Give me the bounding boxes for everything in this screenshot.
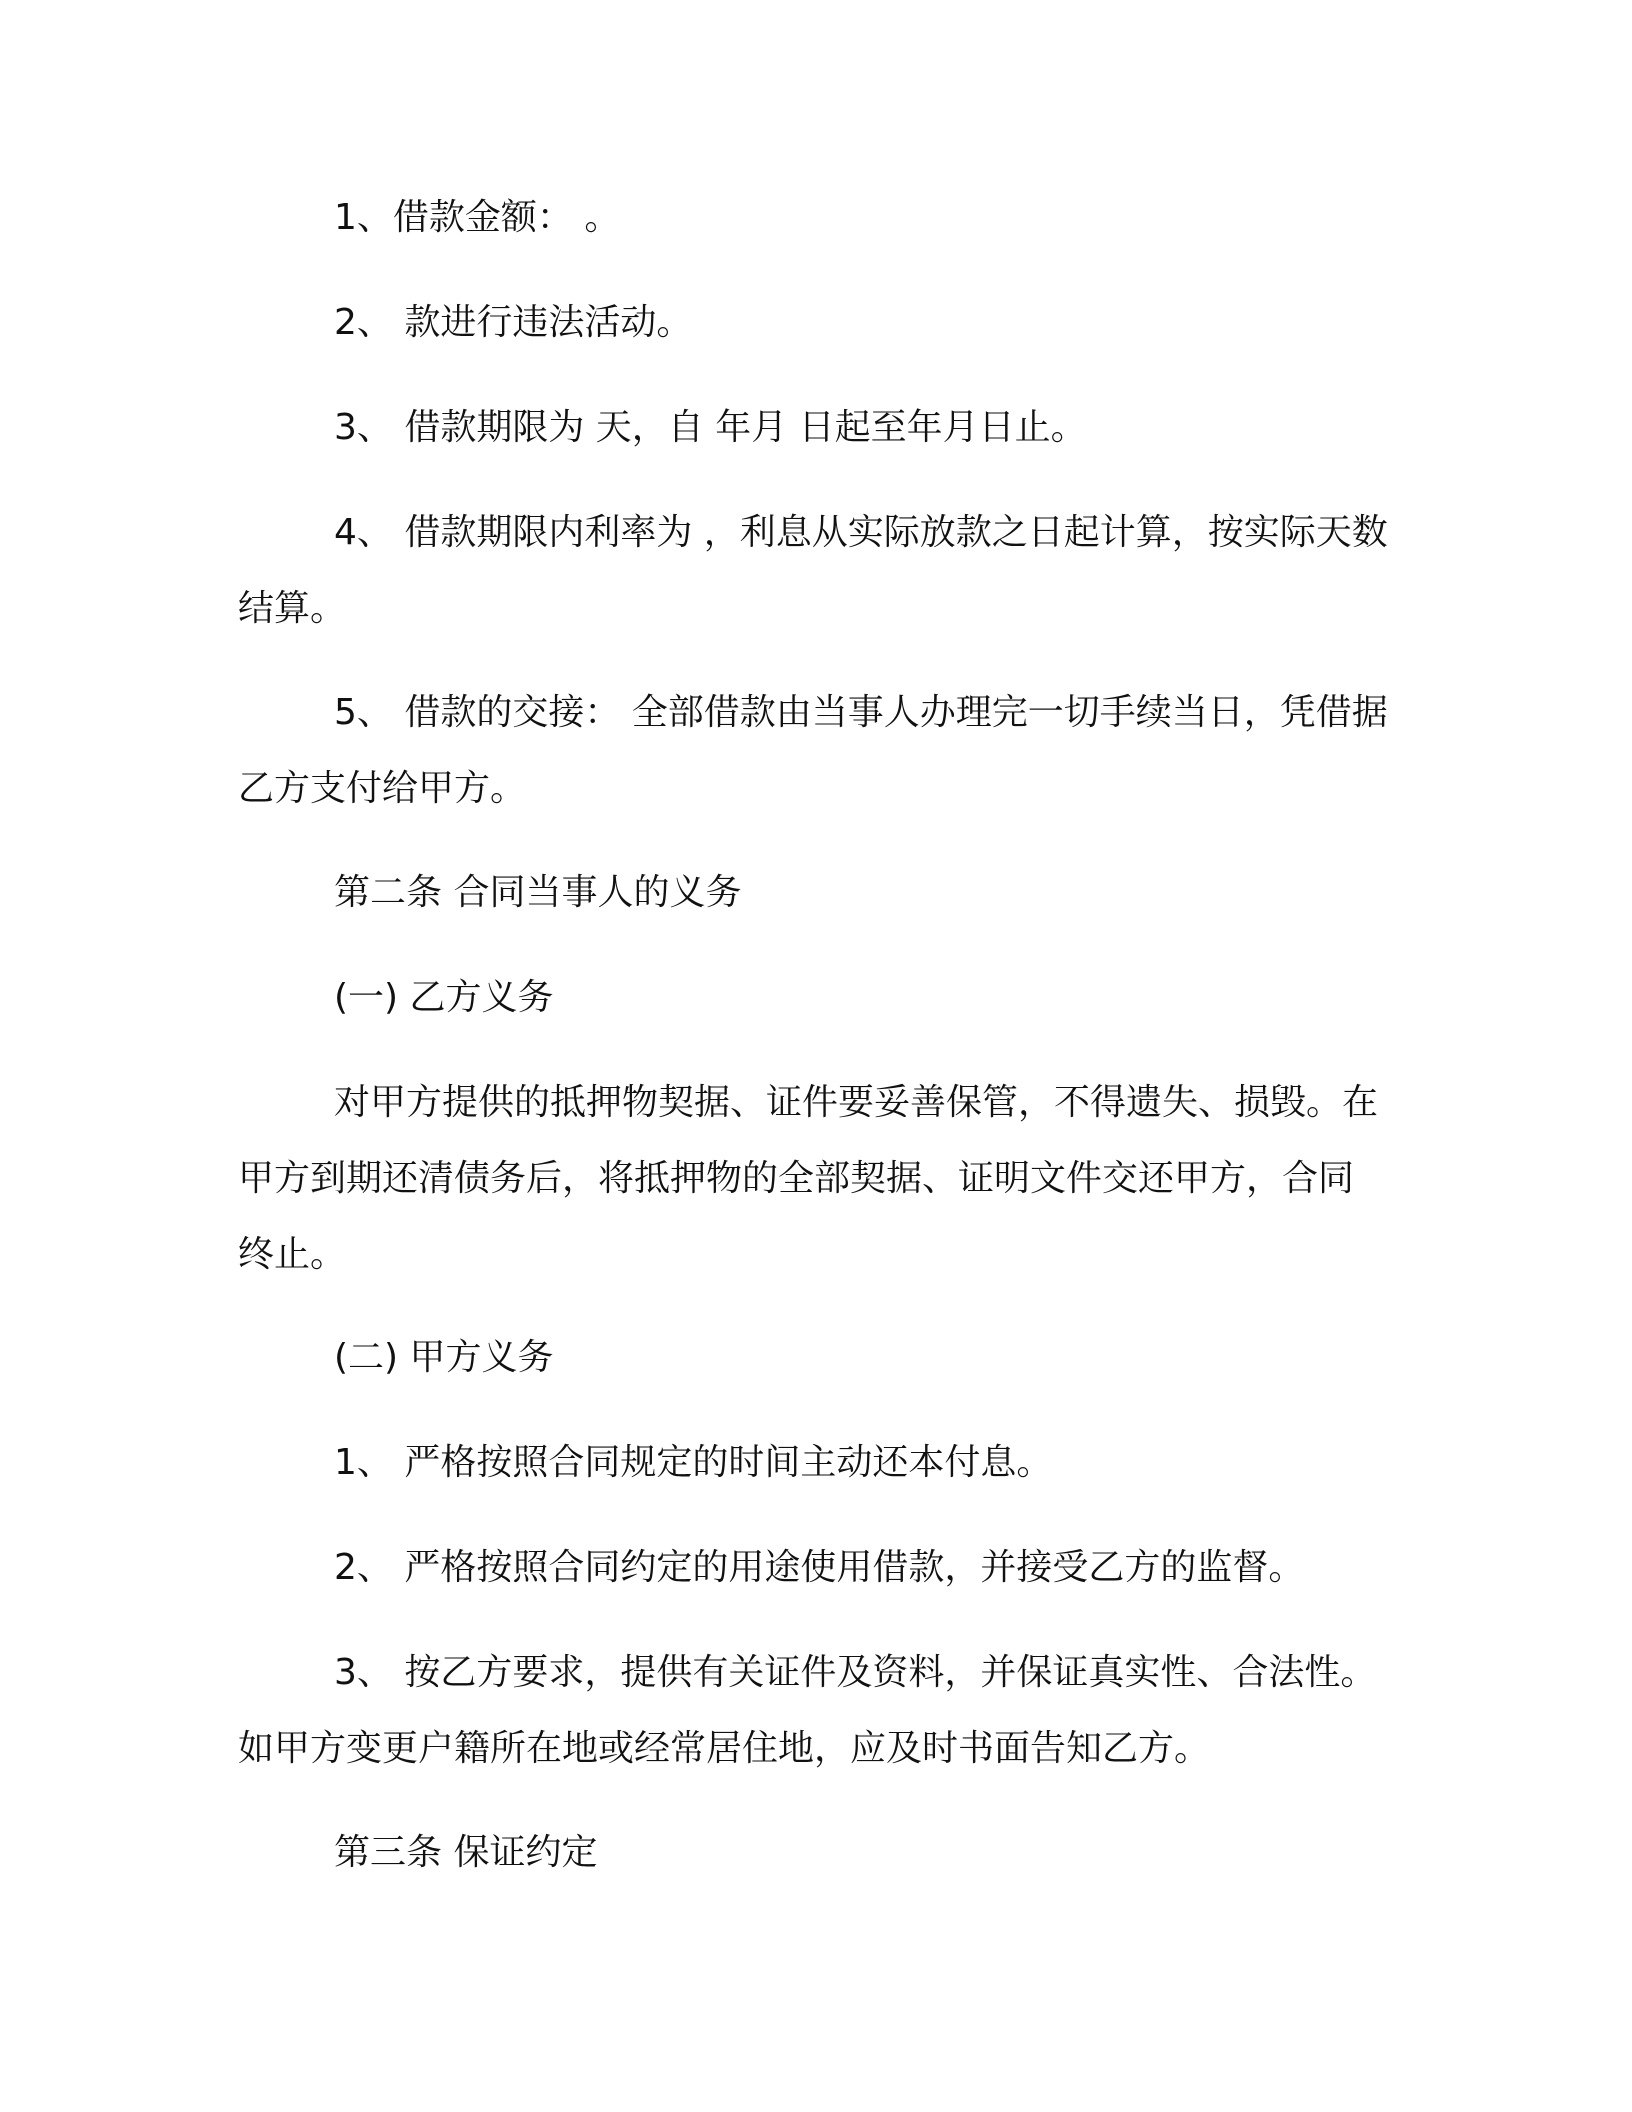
clause-interest-rate: 4、 借款期限内利率为 ，利息从实际放款之日起计算，按实际天数结算。 (238, 512, 1388, 629)
party-a-obligation-3: 3、 按乙方要求，提供有关证件及资料，并保证真实性、合法性。如甲方变更户籍所在地或经常居住地，应及时书面告知乙方。 (238, 1652, 1377, 1769)
clause-loan-use: 2、 款进行违法活动。 (334, 302, 693, 343)
party-a-obligations-heading: (二) 甲方义务 (334, 1337, 554, 1378)
article-three-heading: 第三条 保证约定 (334, 1832, 598, 1873)
party-b-obligations-text: 对甲方提供的抵押物契据、证件要妥善保管，不得遗失、损毁。在甲方到期还清债务后，将抵押物的全部契据、证明文件交还甲方，合同终止。 (238, 1082, 1379, 1275)
article-two-heading: 第二条 合同当事人的义务 (334, 872, 742, 913)
party-b-obligations-heading: (一) 乙方义务 (334, 977, 554, 1018)
clause-loan-amount: 1、借款金额： 。 (334, 197, 621, 238)
clause-loan-term: 3、 借款期限为 天，自 年月 日起至年月日止。 (334, 407, 1087, 448)
party-a-obligation-2: 2、 严格按照合同约定的用途使用借款，并接受乙方的监督。 (334, 1547, 1305, 1588)
party-a-obligation-1: 1、 严格按照合同规定的时间主动还本付息。 (334, 1442, 1053, 1483)
clause-loan-handover: 5、 借款的交接： 全部借款由当事人办理完一切手续当日，凭借据乙方支付给甲方。 (238, 692, 1388, 809)
